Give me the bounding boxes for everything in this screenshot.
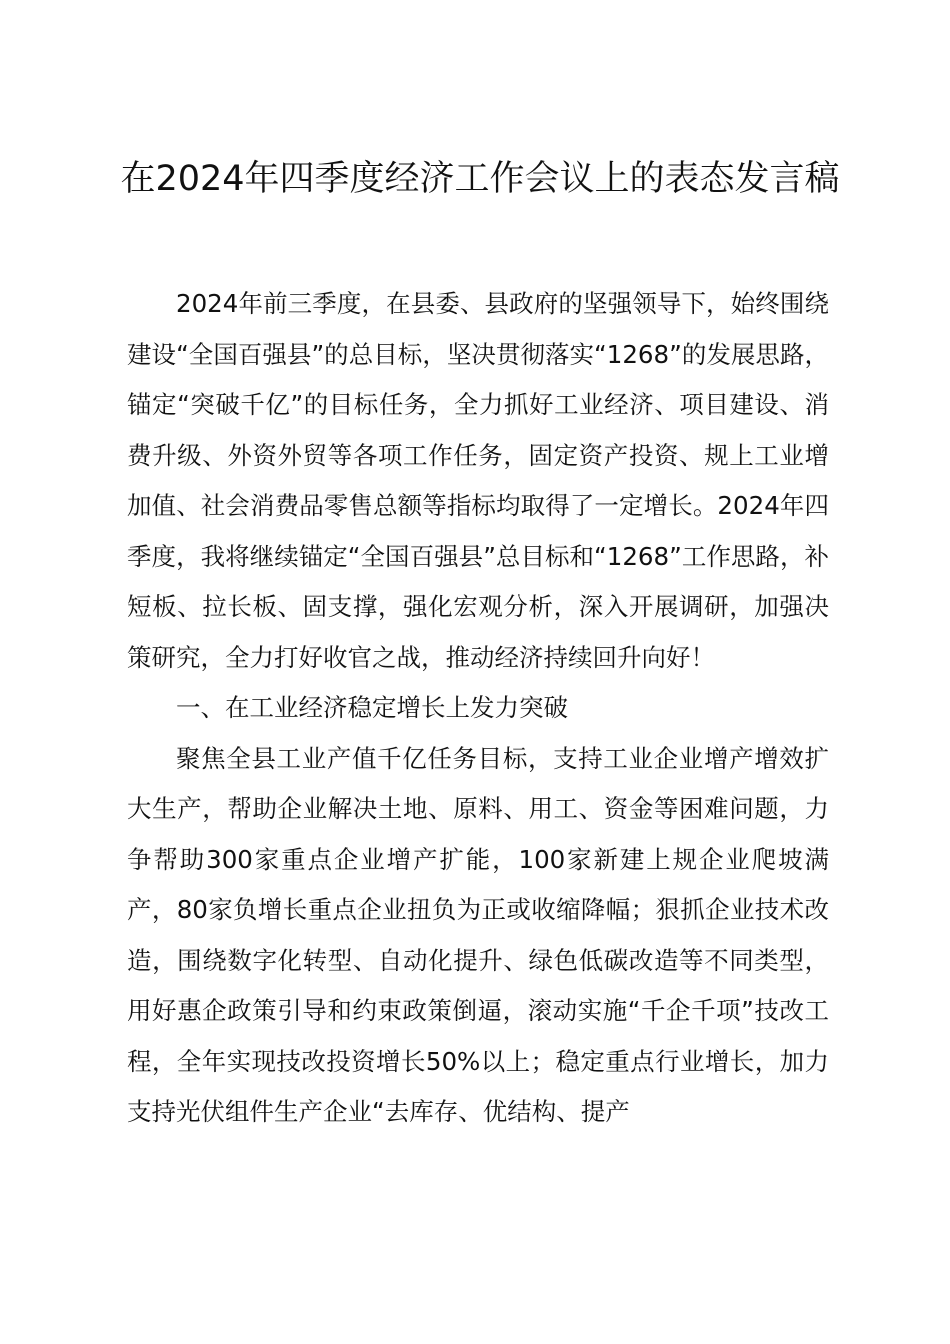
intro-paragraph: 2024年前三季度，在县委、县政府的坚强领导下，始终围绕建设“全国百强县”的总目标，坚决贯彻落实“1268”的发展思路，锚定“突破千亿”的目标任务，全力抓好工业经济、项目建设、消费升级、外资外贸等各项工作任务，固定资产投资、规上工业增加值、社会消费品零售总额等指标均取得了一定增长。2024年四季度，我将继续锚定“全国百强县”总目标和“1268”工作思路，补短板、拉长板、固支撑，强化宏观分析，深入开展调研，加强决策研究，全力打好收官之战，推动经济持续回升向好！ xyxy=(127,289,829,672)
document-title: 在2024年四季度经济工作会议上的表态发言稿 xyxy=(120,159,840,199)
section-paragraph: 聚焦全县工业产值千亿任务目标，支持工业企业增产增效扩大生产，帮助企业解决土地、原料、用工、资金等困难问题，力争帮助300家重点企业增产扩能，100家新建上规企业爬坡满产，80家负增长重点企业扭负为正或收缩降幅；狠抓企业技术改造，围绕数字化转型、自动化提升、绿色低碳改造等不同类型，用好惠企政策引导和约束政策倒逼，滚动实施“千企千项”技改工程，全年实现技改投资增长50%以上；稳定重点行业增长，加力支持光伏组件生产企业“去库存、优结构、提产 xyxy=(127,743,829,1126)
document-body xyxy=(127,279,829,1138)
section-heading: 一、在工业经济稳定增长上发力突破 xyxy=(176,693,568,722)
